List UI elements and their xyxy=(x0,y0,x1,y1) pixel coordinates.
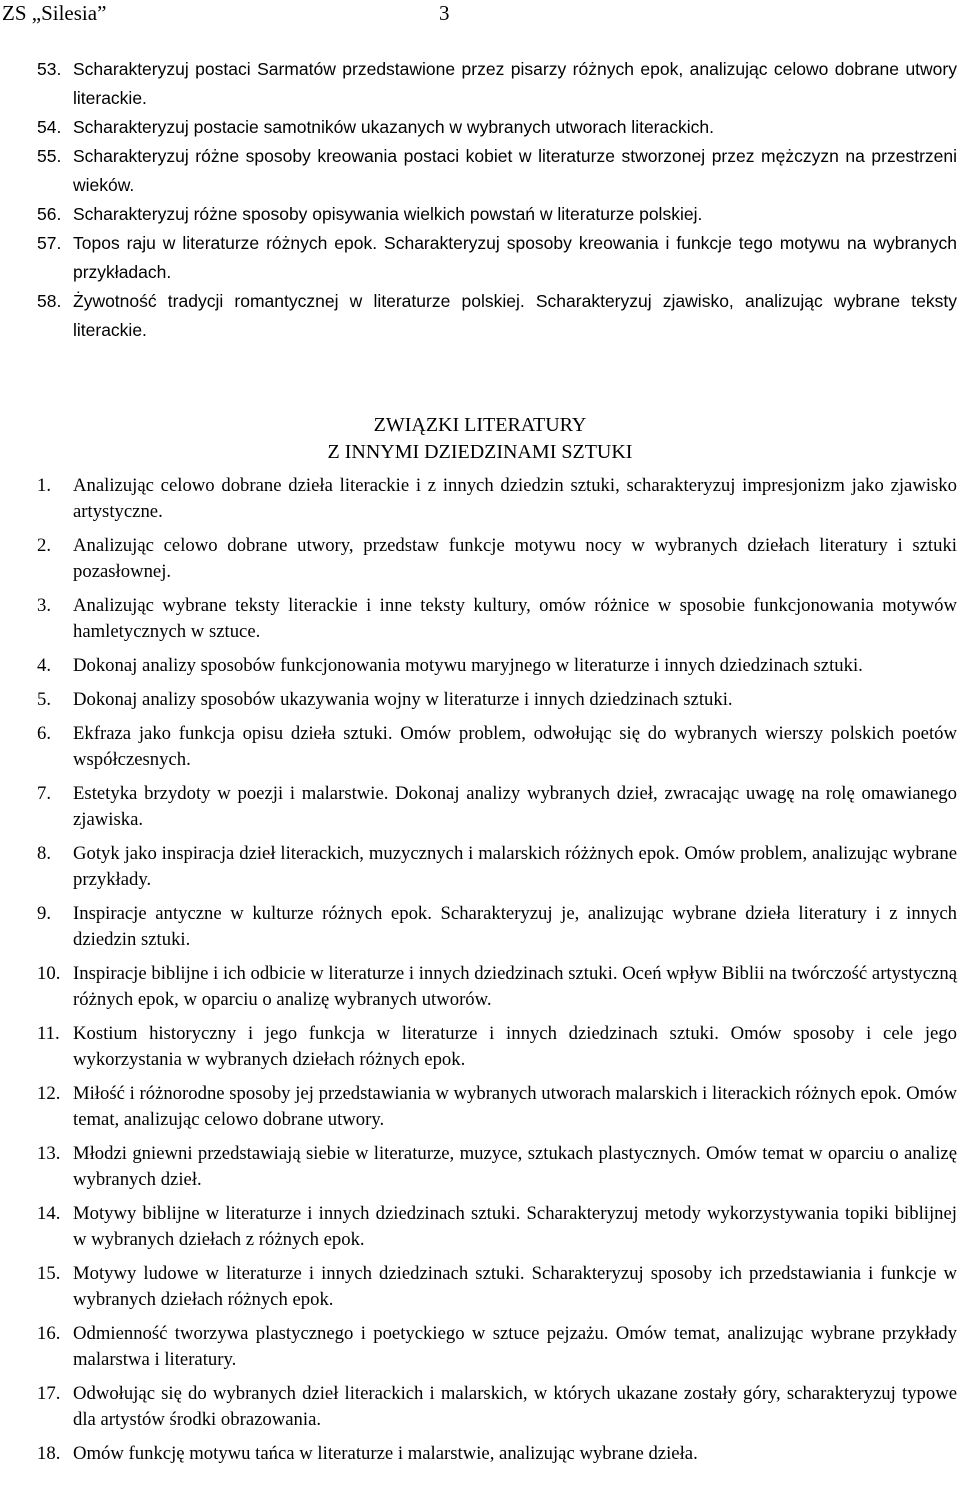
list-item xyxy=(37,1141,957,1193)
item-number: 53. xyxy=(37,59,62,79)
list-item xyxy=(37,200,957,229)
item-number: 15. xyxy=(37,1263,61,1284)
list-item xyxy=(37,1021,957,1073)
section-heading-line-2: Z INNYMI DZIEDZINAMI SZTUKI xyxy=(327,441,633,463)
item-text: Motywy biblijne w literaturze i innych dziedzinach sztuki. Scharakteryzuj metody wykorzystywania topiki biblijnej w wybranych dziełach z różnych epok. xyxy=(73,1203,957,1250)
list-item xyxy=(37,229,957,287)
item-number: 54. xyxy=(37,117,62,137)
item-text: Omów funkcję motywu tańca w literaturze i malarstwie, analizując wybrane dzieła. xyxy=(73,1443,698,1464)
section-heading xyxy=(0,412,960,466)
item-number: 9. xyxy=(37,903,52,924)
item-text: Scharakteryzuj postaci Sarmatów przedstawione przez pisarzy różnych epok, analizując celowo dobrane utwory literackie. xyxy=(73,59,957,108)
school-name: ZS „Silesia” xyxy=(2,1,107,25)
item-text: Miłość i różnorodne sposoby jej przedstawiania w wybranych utworach malarskich i literackich różnych epok. Omów temat, analizując celowo dobrane utwory. xyxy=(73,1083,957,1130)
item-text: Analizując celowo dobrane dzieła literackie i z innych dziedzin sztuki, scharakteryzuj impresjonizm jako zjawisko artystyczne. xyxy=(73,475,957,522)
item-number: 7. xyxy=(37,783,52,804)
item-number: 6. xyxy=(37,723,52,744)
item-number: 8. xyxy=(37,843,52,864)
item-text: Motywy ludowe w literaturze i innych dziedzinach sztuki. Scharakteryzuj sposoby ich przedstawiania i funkcje w wybranych dziełach różnych epok. xyxy=(73,1263,957,1310)
list-item xyxy=(37,841,957,893)
list-item xyxy=(37,653,957,679)
page-number: 3 xyxy=(439,1,450,25)
section-heading-line-1: ZWIĄZKI LITERATURY xyxy=(373,414,587,436)
item-number: 12. xyxy=(37,1083,61,1104)
item-text: Analizując celowo dobrane utwory, przedstaw funkcje motywu nocy w wybranych dziełach literatury i sztuki pozasłownej. xyxy=(73,535,957,582)
item-number: 57. xyxy=(37,233,62,253)
list-item xyxy=(37,473,957,525)
item-text: Odwołując się do wybranych dzieł literackich i malarskich, w których ukazane zostały góry, scharakteryzuj typowe dla artystów środki obrazowania. xyxy=(73,1383,957,1430)
item-number: 55. xyxy=(37,146,62,166)
item-text: Żywotność tradycji romantycznej w literaturze polskiej. Scharakteryzuj zjawisko, analizując wybrane teksty literackie. xyxy=(73,291,957,340)
item-number: 4. xyxy=(37,655,52,676)
item-text: Kostium historyczny i jego funkcja w literaturze i innych dziedzinach sztuki. Omów sposoby i cele jego wykorzystania w wybranych dziełach różnych epok. xyxy=(73,1023,957,1070)
item-number: 10. xyxy=(37,963,61,984)
item-text: Estetyka brzydoty w poezji i malarstwie. Dokonaj analizy wybranych dzieł, zwracając uwagę na rolę omawianego zjawiska. xyxy=(73,783,957,830)
item-number: 11. xyxy=(37,1023,60,1044)
item-text: Scharakteryzuj różne sposoby opisywania wielkich powstań w literaturze polskiej. xyxy=(73,204,703,224)
item-number: 17. xyxy=(37,1383,61,1404)
list-item xyxy=(37,1321,957,1373)
list-item xyxy=(37,961,957,1013)
item-number: 3. xyxy=(37,595,52,616)
list-item xyxy=(37,142,957,200)
item-number: 18. xyxy=(37,1443,61,1464)
item-text: Analizując wybrane teksty literackie i inne teksty kultury, omów różnice w sposobie funkcjonowania motywów hamletycznych w sztuce. xyxy=(73,595,957,642)
list-item xyxy=(37,901,957,953)
item-text: Scharakteryzuj postacie samotników ukazanych w wybranych utworach literackich. xyxy=(73,117,714,137)
list-item xyxy=(37,1381,957,1433)
item-text: Topos raju w literaturze różnych epok. Scharakteryzuj sposoby kreowania i funkcje tego motywu na wybranych przykładach. xyxy=(73,233,957,282)
item-number: 58. xyxy=(37,291,62,311)
list-item xyxy=(37,687,957,713)
item-text: Dokonaj analizy sposobów ukazywania wojny w literaturze i innych dziedzinach sztuki. xyxy=(73,689,733,710)
item-number: 56. xyxy=(37,204,62,224)
item-text: Ekfraza jako funkcja opisu dzieła sztuki. Omów problem, odwołując się do wybranych wierszy polskich poetów współczesnych. xyxy=(73,723,957,770)
item-text: Odmienność tworzywa plastycznego i poetyckiego w sztuce pejzażu. Omów temat, analizując wybrane przykłady malarstwa i literatury. xyxy=(73,1323,957,1370)
item-number: 14. xyxy=(37,1203,61,1224)
item-text: Inspiracje antyczne w kulturze różnych epok. Scharakteryzuj je, analizując wybrane dzieła literatury i z innych dziedzin sztuki. xyxy=(73,903,957,950)
list-item xyxy=(37,287,957,345)
page-header xyxy=(0,0,960,30)
item-text: Scharakteryzuj różne sposoby kreowania postaci kobiet w literaturze stworzonej przez mężczyzn na przestrzeni wieków. xyxy=(73,146,957,195)
list-item xyxy=(37,1081,957,1133)
item-number: 2. xyxy=(37,535,52,556)
list-item xyxy=(37,1261,957,1313)
item-text: Młodzi gniewni przedstawiają siebie w literaturze, muzyce, sztukach plastycznych. Omów temat w oparciu o analizę wybranych dzieł. xyxy=(73,1143,957,1190)
item-number: 1. xyxy=(37,475,52,496)
list-item xyxy=(37,721,957,773)
topics-list-literature xyxy=(37,55,957,345)
list-item xyxy=(37,1441,957,1467)
item-text: Dokonaj analizy sposobów funkcjonowania motywu maryjnego w literaturze i innych dziedzinach sztuki. xyxy=(73,655,863,676)
item-number: 5. xyxy=(37,689,52,710)
list-item xyxy=(37,55,957,113)
list-item xyxy=(37,781,957,833)
list-item xyxy=(37,113,957,142)
item-number: 13. xyxy=(37,1143,61,1164)
list-item xyxy=(37,533,957,585)
item-text: Gotyk jako inspiracja dzieł literackich, muzycznych i malarskich różżnych epok. Omów problem, analizując wybrane przykłady. xyxy=(73,843,957,890)
list-item xyxy=(37,593,957,645)
item-number: 16. xyxy=(37,1323,61,1344)
item-text: Inspiracje biblijne i ich odbicie w literaturze i innych dziedzinach sztuki. Oceń wpływ Biblii na twórczość artystyczną różnych epok, w oparciu o analizę wybranych utworów. xyxy=(73,963,957,1010)
topics-list-arts xyxy=(37,473,957,1475)
list-item xyxy=(37,1201,957,1253)
